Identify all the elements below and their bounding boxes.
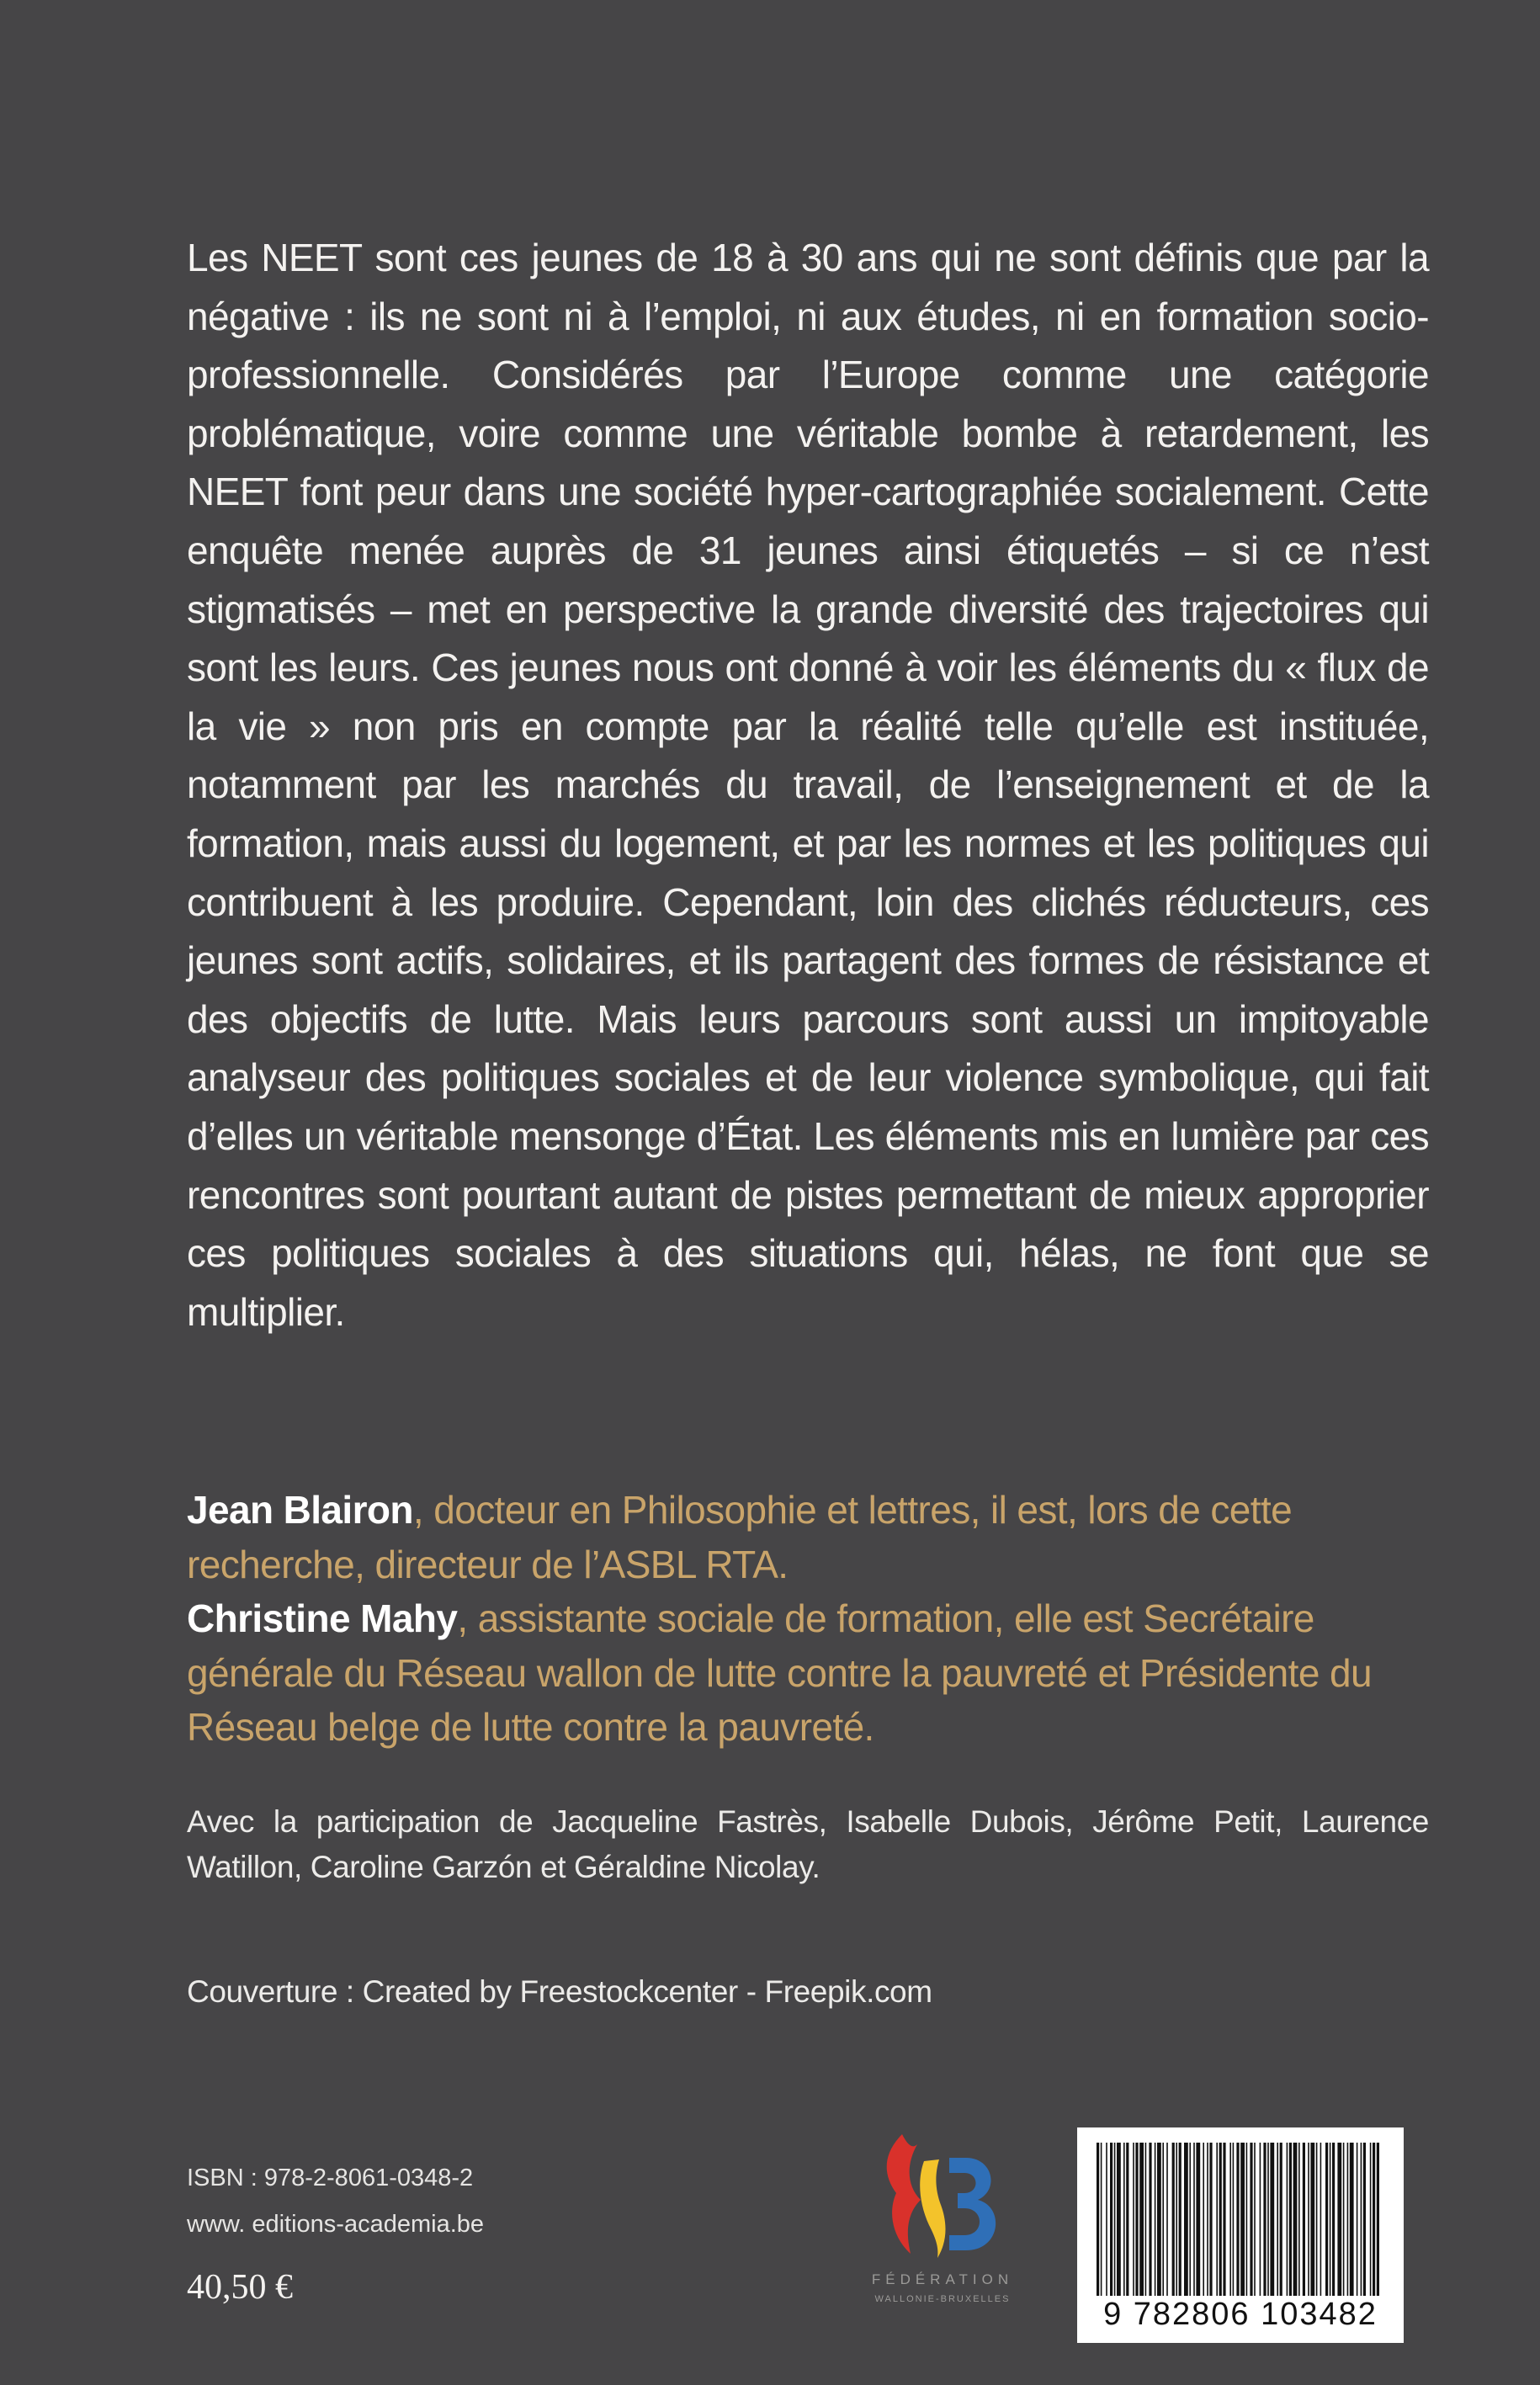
barcode-icon — [1093, 2143, 1388, 2296]
barcode-number: 9 782806 103482 — [1103, 2297, 1378, 2332]
author-description-1: , docteur en Philosophie et lettres, il est, lors de cette recherche, directeur de l’ASBL RTA. — [187, 1488, 1293, 1586]
federation-logo-icon — [858, 2127, 1027, 2266]
isbn: ISBN : 978-2-8061-0348-2 — [187, 2165, 474, 2191]
publisher-website: www. editions-academia.be — [187, 2211, 485, 2238]
cover-credit: Couverture : Created by Freestockcenter - Freepik.com — [187, 1974, 932, 2009]
author-name-1: Jean Blairon — [187, 1488, 413, 1532]
author-bio-2 — [187, 1591, 1429, 1755]
author-bio-1 — [187, 1483, 1429, 1591]
author-name-2: Christine Mahy — [187, 1596, 458, 1640]
federation-wallonie-bruxelles-logo — [842, 2127, 1043, 2346]
author-description-2: , assistante sociale de formation, elle est Secrétaire générale du Réseau wallon de lutte contre la pauvreté et Présidente du Réseau belge de lutte contre la pauvreté. — [187, 1596, 1372, 1749]
author-bios — [187, 1483, 1429, 1755]
price: 40,50 € — [187, 2268, 293, 2307]
logo-text-wallonie-bruxelles: WALLONIE-BRUXELLES — [874, 2294, 1011, 2304]
participation-note: Avec la participation de Jacqueline Fastrès, Isabelle Dubois, Jérôme Petit, Laurence Watillon, Caroline Garzón et Géraldine Nicolay. — [187, 1804, 1429, 1884]
logo-text-federation: FÉDÉRATION — [871, 2271, 1014, 2287]
barcode — [1077, 2127, 1404, 2343]
back-cover-blurb: Les NEET sont ces jeunes de 18 à 30 ans qui ne sont définis que par la négative : ils ne sont ni à l’emploi, ni aux études, ni en formation socio-professionnelle. Considérés par l’Europe comme une catégorie problématique, voire comme une véritable bombe à retardement, les NEET font peur dans une société hyper-cartographiée socialement. Cette enquête menée auprès de 31 jeunes ainsi étiquetés – si ce n’est stigmatisés – met en perspective la grande diversité des trajectoires qui sont les leurs. Ces jeunes nous ont donné à voir les éléments du « flux de la vie » non pris en compte par la réalité telle qu’elle est instituée, notamment par les marchés du travail, de l’enseignement et de la formation, mais aussi du logement, et par les normes et les politiques qui contribuent à les produire. Cependant, loin des clichés réducteurs, ces jeunes sont actifs, solidaires, et ils partagent des formes de résistance et des objectifs de lutte. Mais leurs parcours sont aussi un impitoyable analyseur des politiques sociales et de leur violence symbolique, qui fait d’elles un véritable mensonge d’État. Les éléments mis en lumière par ces rencontres sont pourtant autant de pistes permettant de mieux approprier ces politiques sociales à des situations qui, hélas, ne font que se multiplier. — [187, 236, 1429, 1334]
